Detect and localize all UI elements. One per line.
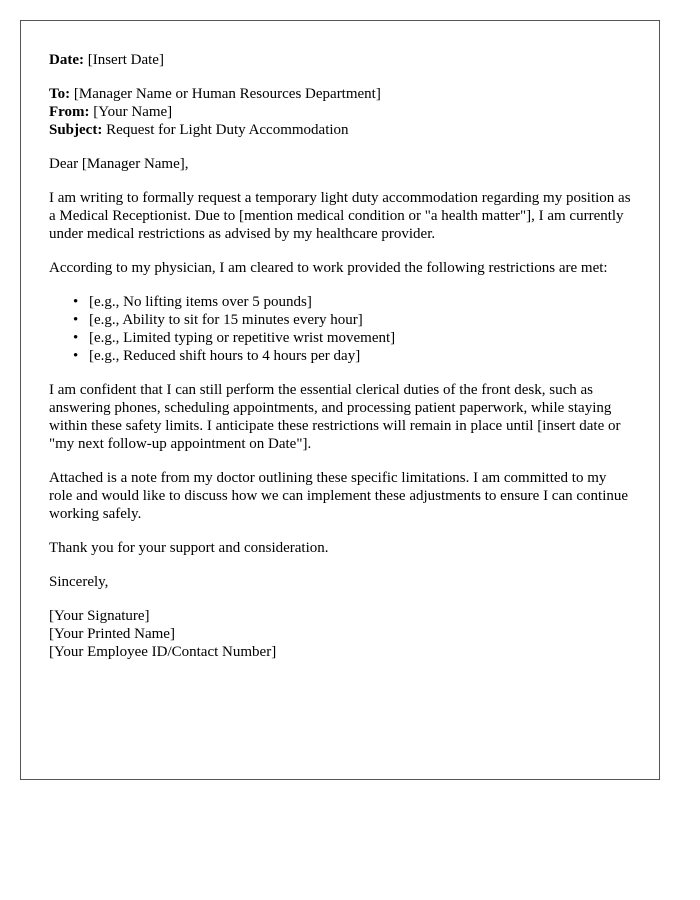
letter-document (20, 20, 660, 780)
date-value: [Insert Date] (87, 52, 164, 68)
employee-id-line: [Your Employee ID/Contact Number] (49, 644, 277, 660)
restriction-text: [e.g., Limited typing or repetitive wrist movement] (89, 330, 396, 346)
letter-header (49, 85, 631, 139)
list-item (73, 329, 631, 347)
list-item (73, 347, 631, 365)
bullet-icon: • (73, 330, 79, 346)
from-line (49, 103, 631, 121)
to-label: To: (49, 86, 71, 102)
list-item (73, 311, 631, 329)
signature-block (49, 607, 631, 661)
subject-line (49, 121, 631, 139)
salutation: Dear [Manager Name], (49, 156, 189, 172)
paragraph-request: I am writing to formally request a temporary light duty accommodation regarding my position as a Medical Receptionist. Due to [mention medical condition or "a health matter"], I am currently under medical restrictions as advised by my healthcare provider. (49, 190, 631, 242)
closing: Sincerely, (49, 574, 109, 590)
to-line (49, 85, 631, 103)
subject-value: Request for Light Duty Accommodation (106, 122, 349, 138)
paragraph-thanks: Thank you for your support and consideration. (49, 540, 329, 556)
paragraph-restrictions-intro: According to my physician, I am cleared to work provided the following restrictions are met: (49, 260, 608, 276)
bullet-icon: • (73, 294, 79, 310)
bullet-icon: • (73, 348, 79, 364)
list-item (73, 293, 631, 311)
restriction-text: [e.g., No lifting items over 5 pounds] (89, 294, 312, 310)
paragraph-doctor-note: Attached is a note from my doctor outlining these specific limitations. I am committed to my role and would like to discuss how we can implement these adjustments to ensure I can continue working safely. (49, 470, 629, 522)
restriction-text: [e.g., Reduced shift hours to 4 hours per day] (89, 348, 361, 364)
to-value: [Manager Name or Human Resources Department] (73, 86, 381, 102)
subject-label: Subject: (49, 122, 103, 138)
restriction-text: [e.g., Ability to sit for 15 minutes every hour] (89, 312, 363, 328)
from-label: From: (49, 104, 90, 120)
bullet-icon: • (73, 312, 79, 328)
printed-name-line: [Your Printed Name] (49, 626, 175, 642)
signature-line: [Your Signature] (49, 608, 150, 624)
date-label: Date: (49, 52, 84, 68)
date-line (49, 51, 631, 69)
paragraph-duties: I am confident that I can still perform the essential clerical duties of the front desk, such as answering phones, scheduling appointments, and processing patient paperwork, while staying within these safety limits. I anticipate these restrictions will remain in place until [insert date or "my next follow-up appointment on Date"]. (49, 382, 621, 452)
restrictions-list (49, 293, 631, 365)
from-value: [Your Name] (93, 104, 173, 120)
